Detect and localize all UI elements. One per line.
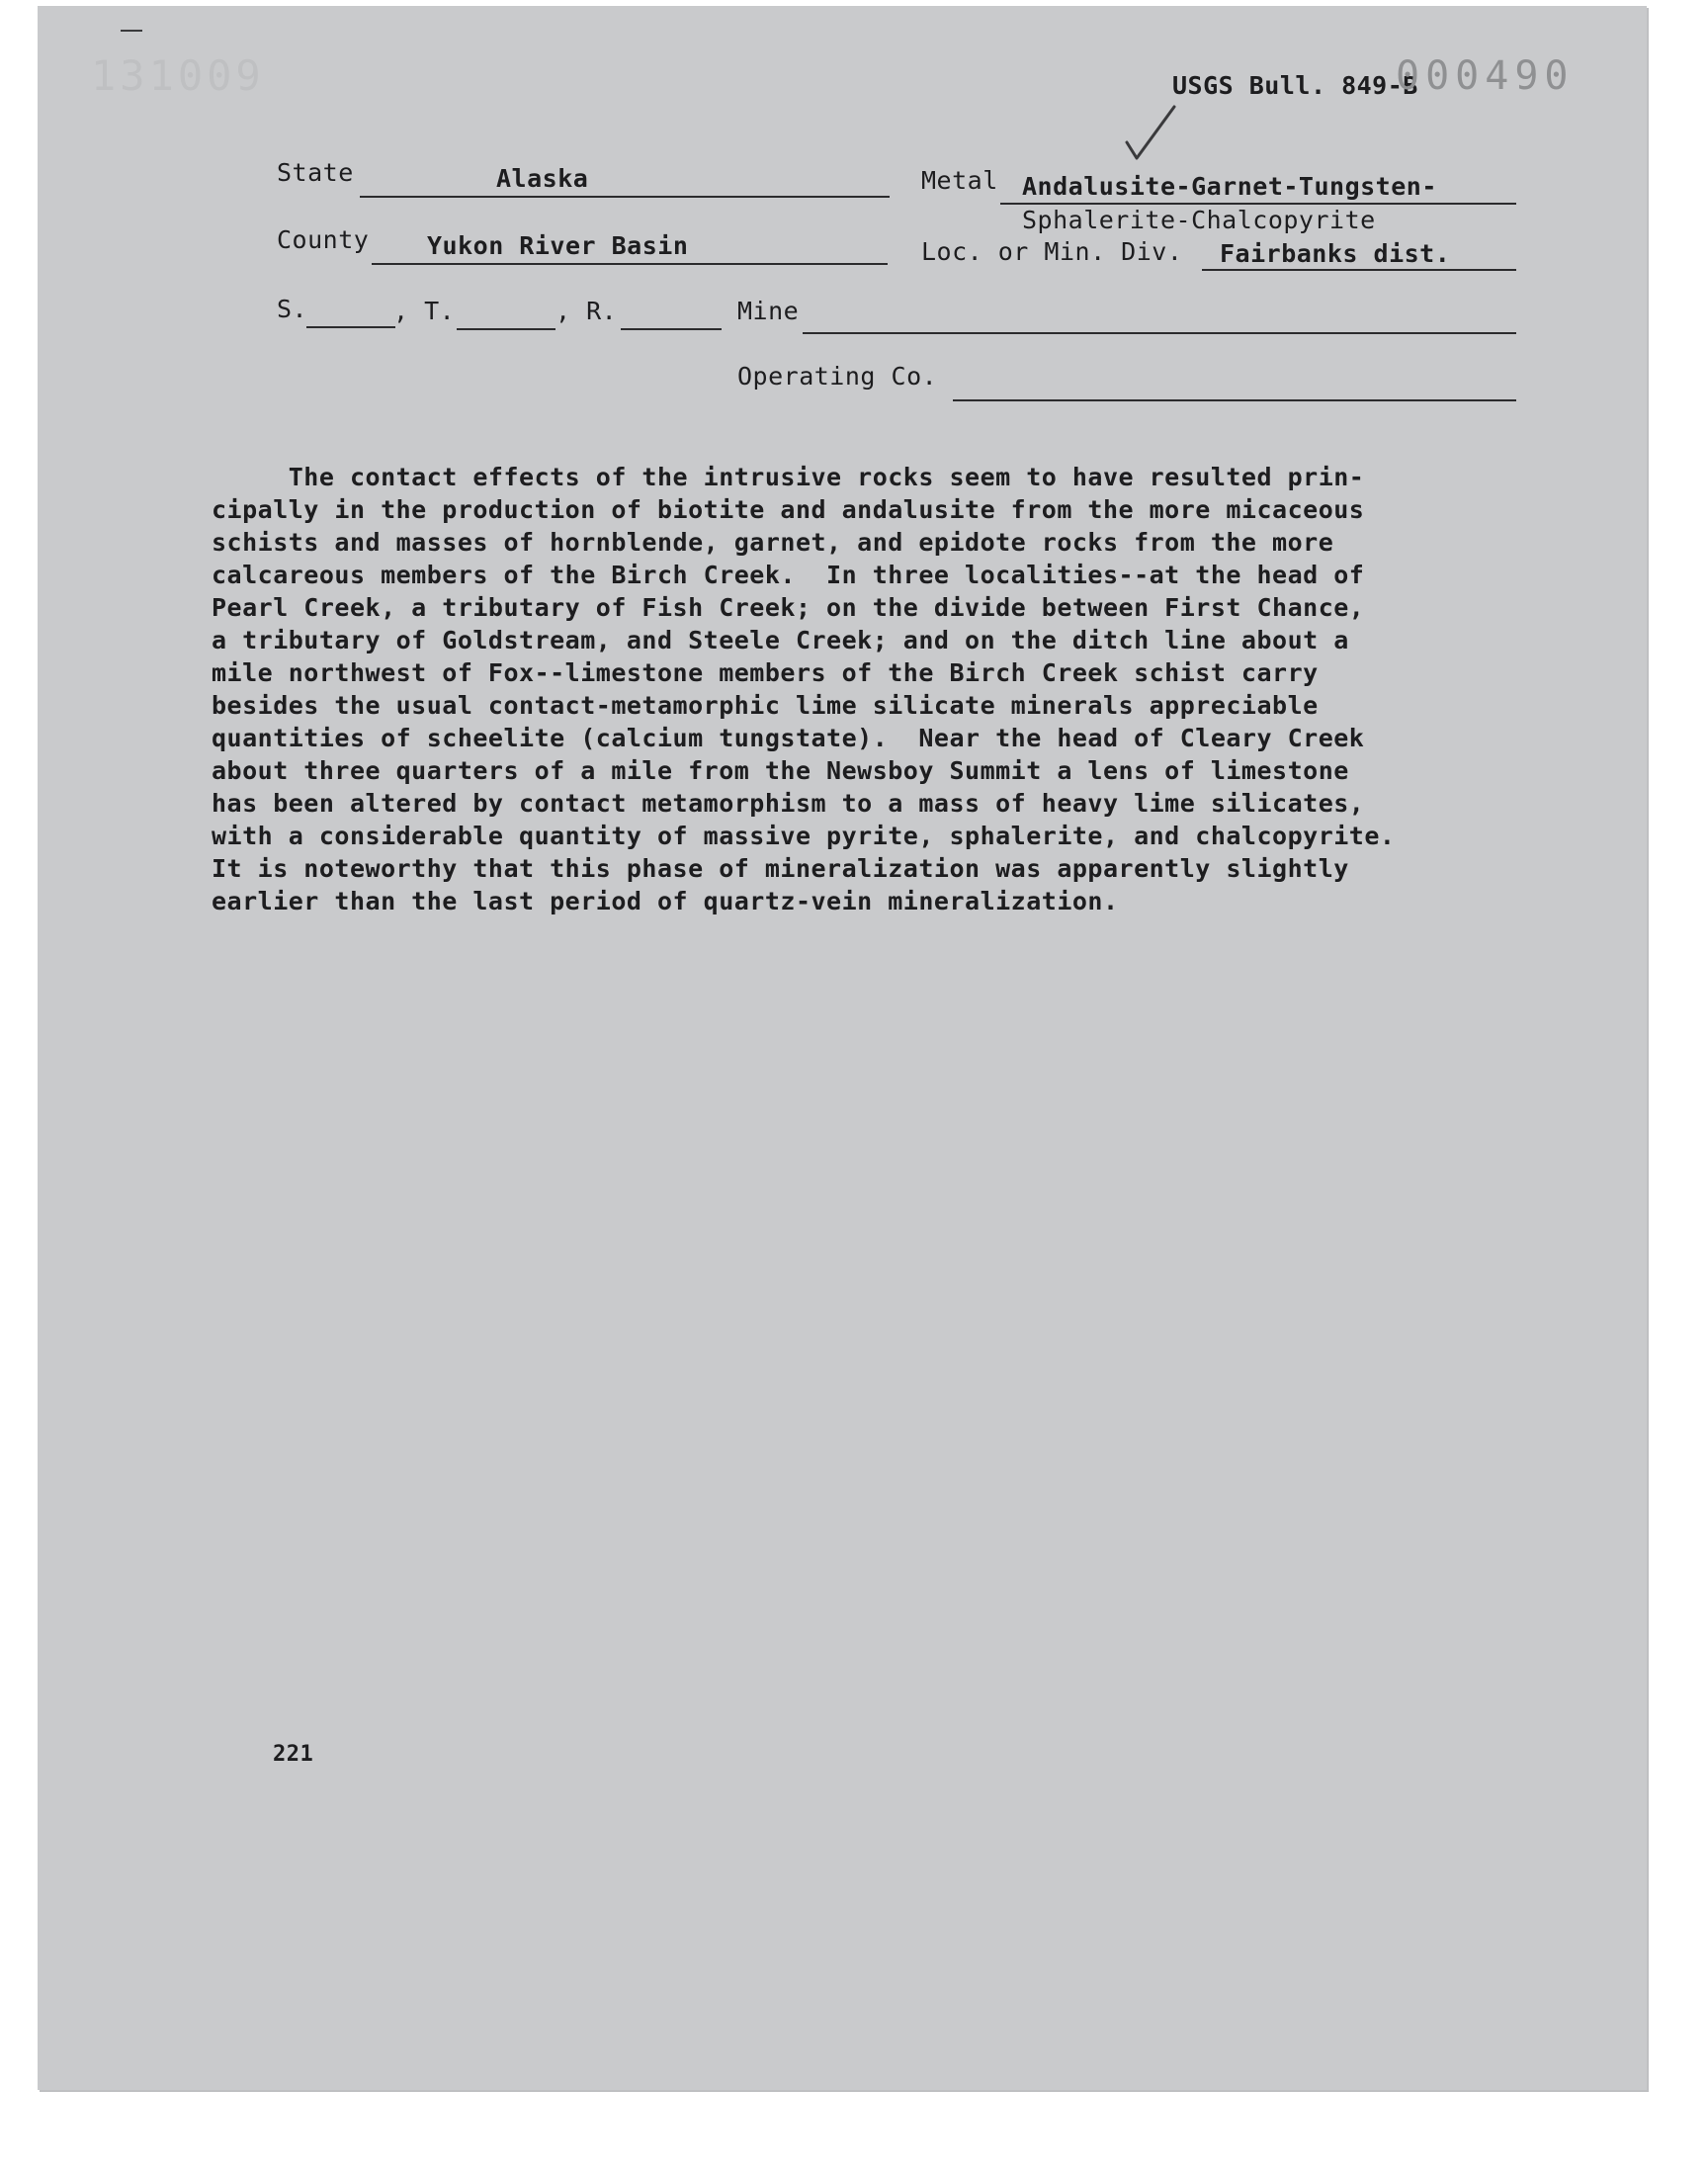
operating-co-label: Operating Co.: [737, 362, 938, 391]
margin-mark: [121, 30, 142, 32]
loc-value: Fairbanks dist.: [1220, 239, 1451, 268]
serial-number-stamp: 000490: [1396, 53, 1575, 99]
body-paragraph: [212, 461, 1487, 917]
loc-underline: [1202, 269, 1516, 271]
state-underline: [360, 196, 890, 198]
body-line: besides the usual contact-metamorphic lime silicate minerals appreciable: [212, 691, 1319, 720]
metal-underline: [1000, 203, 1516, 205]
range-underline: [621, 328, 722, 330]
body-line: The contact effects of the intrusive rocks seem to have resulted prin-: [212, 463, 1365, 491]
state-value: Alaska: [496, 164, 589, 193]
mine-label: Mine: [737, 297, 800, 325]
body-line: earlier than the last period of quartz-vein mineralization.: [212, 887, 1119, 915]
county-label: County: [277, 225, 370, 254]
body-line: Pearl Creek, a tributary of Fish Creek; on the divide between First Chance,: [212, 593, 1365, 622]
body-line: about three quarters of a mile from the Newsboy Summit a lens of limestone: [212, 756, 1349, 785]
state-label: State: [277, 158, 354, 187]
body-line: schists and masses of hornblende, garnet, and epidote rocks from the more: [212, 528, 1334, 557]
section-underline: [306, 326, 395, 328]
body-line: has been altered by contact metamorphism to a mass of heavy lime silicates,: [212, 789, 1365, 818]
operating-co-underline: [953, 399, 1516, 401]
section-label: S.: [277, 295, 308, 323]
mine-underline: [803, 332, 1516, 334]
loc-label: Loc. or Min. Div.: [921, 237, 1183, 266]
metal-value-line1: Andalusite-Garnet-Tungsten-: [1022, 172, 1437, 201]
metal-label: Metal: [921, 166, 998, 195]
ghost-stamp-number: 131009: [91, 51, 265, 100]
bulletin-reference: USGS Bull. 849-B: [1172, 71, 1418, 100]
township-underline: [457, 328, 555, 330]
body-line: with a considerable quantity of massive pyrite, sphalerite, and chalcopyrite.: [212, 822, 1396, 850]
checkmark-icon: [1123, 103, 1178, 164]
body-line: a tributary of Goldstream, and Steele Creek; and on the ditch line about a: [212, 626, 1349, 654]
body-line: calcareous members of the Birch Creek. In three localities--at the head of: [212, 561, 1365, 589]
county-value: Yukon River Basin: [427, 231, 689, 260]
body-line: mile northwest of Fox--limestone members of the Birch Creek schist carry: [212, 658, 1319, 687]
body-line: It is noteworthy that this phase of mineralization was apparently slightly: [212, 854, 1349, 883]
range-label: , R.: [555, 297, 618, 325]
body-line: quantities of scheelite (calcium tungstate). Near the head of Cleary Creek: [212, 724, 1365, 752]
township-label: , T.: [393, 297, 456, 325]
county-underline: [372, 263, 888, 265]
metal-value-line2: Sphalerite-Chalcopyrite: [1022, 206, 1376, 234]
page-number: 221: [273, 1742, 314, 1767]
body-line: cipally in the production of biotite and andalusite from the more micaceous: [212, 495, 1365, 524]
